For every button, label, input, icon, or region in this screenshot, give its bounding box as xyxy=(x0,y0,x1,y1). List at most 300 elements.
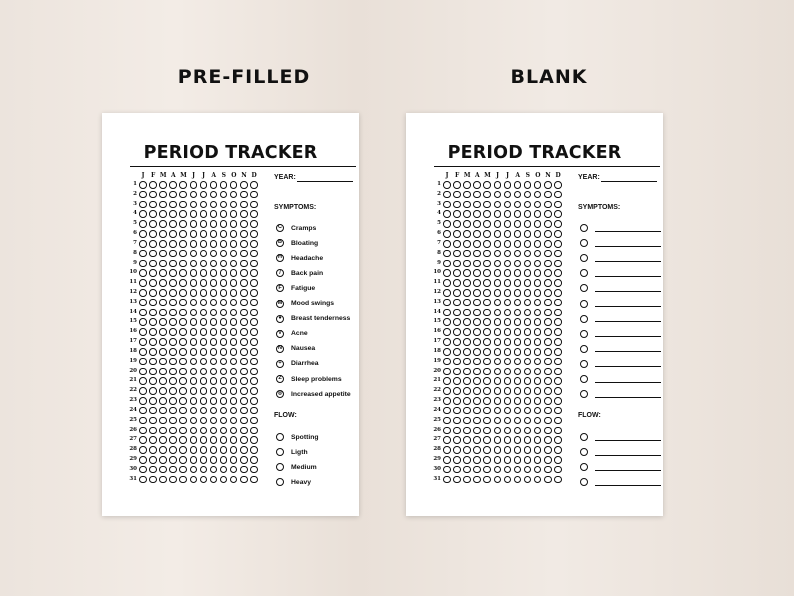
day-circle[interactable] xyxy=(453,191,461,199)
symptom-checkbox-icon[interactable]: Z xyxy=(276,375,284,383)
day-circle[interactable] xyxy=(250,309,258,317)
day-circle[interactable] xyxy=(139,436,147,444)
day-circle[interactable] xyxy=(169,279,177,287)
day-circle[interactable] xyxy=(220,417,228,425)
day-circle[interactable] xyxy=(179,397,187,405)
day-circle[interactable] xyxy=(554,210,562,218)
day-circle[interactable] xyxy=(200,309,208,317)
day-circle[interactable] xyxy=(169,436,177,444)
day-circle[interactable] xyxy=(139,299,147,307)
day-circle[interactable] xyxy=(504,476,512,484)
day-circle[interactable] xyxy=(483,318,491,326)
symptom-checkbox-icon[interactable] xyxy=(580,375,588,383)
day-circle[interactable] xyxy=(453,201,461,209)
day-circle[interactable] xyxy=(179,328,187,336)
day-circle[interactable] xyxy=(200,368,208,376)
day-circle[interactable] xyxy=(463,358,471,366)
day-circle[interactable] xyxy=(544,397,552,405)
day-circle[interactable] xyxy=(159,289,167,297)
day-circle[interactable] xyxy=(554,318,562,326)
day-circle[interactable] xyxy=(230,417,238,425)
day-circle[interactable] xyxy=(240,250,248,258)
day-circle[interactable] xyxy=(494,446,502,454)
day-circle[interactable] xyxy=(514,456,522,464)
day-circle[interactable] xyxy=(494,377,502,385)
day-circle[interactable] xyxy=(544,210,552,218)
day-circle[interactable] xyxy=(190,201,198,209)
day-circle[interactable] xyxy=(200,220,208,228)
day-circle[interactable] xyxy=(524,446,532,454)
day-circle[interactable] xyxy=(190,191,198,199)
day-circle[interactable] xyxy=(250,456,258,464)
day-circle[interactable] xyxy=(443,377,451,385)
day-circle[interactable] xyxy=(230,210,238,218)
day-circle[interactable] xyxy=(504,279,512,287)
day-circle[interactable] xyxy=(250,436,258,444)
day-circle[interactable] xyxy=(200,436,208,444)
day-circle[interactable] xyxy=(230,250,238,258)
day-circle[interactable] xyxy=(210,210,218,218)
day-circle[interactable] xyxy=(554,220,562,228)
day-circle[interactable] xyxy=(453,397,461,405)
day-circle[interactable] xyxy=(443,397,451,405)
day-circle[interactable] xyxy=(514,446,522,454)
day-circle[interactable] xyxy=(544,446,552,454)
day-circle[interactable] xyxy=(179,387,187,395)
symptom-item[interactable] xyxy=(580,329,661,339)
day-circle[interactable] xyxy=(139,191,147,199)
day-circle[interactable] xyxy=(200,446,208,454)
write-in-line[interactable] xyxy=(595,397,661,398)
day-circle[interactable] xyxy=(483,387,491,395)
day-circle[interactable] xyxy=(473,368,481,376)
day-circle[interactable] xyxy=(443,368,451,376)
day-circle[interactable] xyxy=(534,318,542,326)
day-circle[interactable] xyxy=(504,309,512,317)
day-circle[interactable] xyxy=(534,358,542,366)
day-circle[interactable] xyxy=(463,289,471,297)
day-circle[interactable] xyxy=(473,279,481,287)
day-circle[interactable] xyxy=(139,201,147,209)
day-circle[interactable] xyxy=(524,358,532,366)
day-circle[interactable] xyxy=(139,446,147,454)
day-circle[interactable] xyxy=(544,201,552,209)
day-circle[interactable] xyxy=(210,387,218,395)
day-circle[interactable] xyxy=(200,407,208,415)
day-circle[interactable] xyxy=(169,191,177,199)
day-circle[interactable] xyxy=(240,427,248,435)
day-circle[interactable] xyxy=(524,338,532,346)
day-circle[interactable] xyxy=(139,368,147,376)
symptom-checkbox-icon[interactable] xyxy=(580,224,588,232)
day-circle[interactable] xyxy=(139,181,147,189)
day-circle[interactable] xyxy=(169,260,177,268)
day-circle[interactable] xyxy=(220,397,228,405)
day-circle[interactable] xyxy=(554,456,562,464)
day-circle[interactable] xyxy=(169,397,177,405)
day-circle[interactable] xyxy=(149,466,157,474)
day-circle[interactable] xyxy=(463,456,471,464)
day-circle[interactable] xyxy=(169,377,177,385)
day-circle[interactable] xyxy=(200,427,208,435)
day-circle[interactable] xyxy=(443,466,451,474)
day-circle[interactable] xyxy=(159,417,167,425)
day-circle[interactable] xyxy=(554,407,562,415)
day-circle[interactable] xyxy=(483,397,491,405)
day-circle[interactable] xyxy=(544,260,552,268)
day-circle[interactable] xyxy=(179,476,187,484)
day-circle[interactable] xyxy=(190,240,198,248)
day-circle[interactable] xyxy=(190,397,198,405)
write-in-line[interactable] xyxy=(595,306,661,307)
day-circle[interactable] xyxy=(483,358,491,366)
day-circle[interactable] xyxy=(494,230,502,238)
flow-item[interactable] xyxy=(276,447,308,457)
day-circle[interactable] xyxy=(494,220,502,228)
day-circle[interactable] xyxy=(504,446,512,454)
day-circle[interactable] xyxy=(250,466,258,474)
day-circle[interactable] xyxy=(240,181,248,189)
day-circle[interactable] xyxy=(220,338,228,346)
day-circle[interactable] xyxy=(534,328,542,336)
symptom-checkbox-icon[interactable] xyxy=(580,330,588,338)
day-circle[interactable] xyxy=(159,387,167,395)
day-circle[interactable] xyxy=(554,348,562,356)
day-circle[interactable] xyxy=(210,191,218,199)
day-circle[interactable] xyxy=(504,338,512,346)
day-circle[interactable] xyxy=(554,436,562,444)
day-circle[interactable] xyxy=(149,358,157,366)
day-circle[interactable] xyxy=(514,210,522,218)
day-circle[interactable] xyxy=(504,240,512,248)
day-circle[interactable] xyxy=(473,318,481,326)
day-circle[interactable] xyxy=(544,191,552,199)
day-circle[interactable] xyxy=(250,368,258,376)
day-circle[interactable] xyxy=(220,309,228,317)
flow-checkbox-icon[interactable] xyxy=(276,463,284,471)
day-circle[interactable] xyxy=(149,368,157,376)
day-circle[interactable] xyxy=(483,299,491,307)
day-circle[interactable] xyxy=(443,279,451,287)
day-circle[interactable] xyxy=(220,466,228,474)
day-circle[interactable] xyxy=(250,377,258,385)
day-circle[interactable] xyxy=(544,338,552,346)
day-circle[interactable] xyxy=(149,456,157,464)
day-circle[interactable] xyxy=(149,191,157,199)
day-circle[interactable] xyxy=(544,348,552,356)
day-circle[interactable] xyxy=(463,260,471,268)
day-circle[interactable] xyxy=(210,377,218,385)
day-circle[interactable] xyxy=(554,299,562,307)
day-circle[interactable] xyxy=(250,358,258,366)
day-circle[interactable] xyxy=(240,260,248,268)
write-in-line[interactable] xyxy=(595,351,661,352)
symptom-checkbox-icon[interactable]: H xyxy=(276,254,284,262)
day-circle[interactable] xyxy=(443,269,451,277)
day-circle[interactable] xyxy=(179,181,187,189)
day-circle[interactable] xyxy=(554,397,562,405)
symptom-item[interactable] xyxy=(276,374,342,384)
day-circle[interactable] xyxy=(139,260,147,268)
day-circle[interactable] xyxy=(210,348,218,356)
day-circle[interactable] xyxy=(514,191,522,199)
day-circle[interactable] xyxy=(149,328,157,336)
day-circle[interactable] xyxy=(453,427,461,435)
day-circle[interactable] xyxy=(139,358,147,366)
day-circle[interactable] xyxy=(220,328,228,336)
write-in-line[interactable] xyxy=(595,321,661,322)
write-in-line[interactable] xyxy=(595,382,661,383)
day-circle[interactable] xyxy=(514,309,522,317)
day-circle[interactable] xyxy=(200,397,208,405)
day-circle[interactable] xyxy=(554,417,562,425)
day-circle[interactable] xyxy=(210,299,218,307)
flow-checkbox-icon[interactable] xyxy=(276,433,284,441)
day-circle[interactable] xyxy=(443,436,451,444)
day-circle[interactable] xyxy=(149,397,157,405)
day-circle[interactable] xyxy=(453,456,461,464)
day-circle[interactable] xyxy=(230,407,238,415)
day-circle[interactable] xyxy=(483,476,491,484)
day-circle[interactable] xyxy=(230,436,238,444)
day-circle[interactable] xyxy=(524,377,532,385)
day-circle[interactable] xyxy=(210,407,218,415)
day-circle[interactable] xyxy=(524,328,532,336)
day-circle[interactable] xyxy=(544,427,552,435)
day-circle[interactable] xyxy=(169,417,177,425)
day-circle[interactable] xyxy=(169,328,177,336)
day-circle[interactable] xyxy=(494,309,502,317)
day-circle[interactable] xyxy=(159,358,167,366)
day-circle[interactable] xyxy=(554,191,562,199)
day-circle[interactable] xyxy=(443,476,451,484)
write-in-line[interactable] xyxy=(595,246,661,247)
day-circle[interactable] xyxy=(504,377,512,385)
symptom-checkbox-icon[interactable]: M xyxy=(277,299,283,306)
day-circle[interactable] xyxy=(220,260,228,268)
day-circle[interactable] xyxy=(483,456,491,464)
symptom-checkbox-icon[interactable] xyxy=(580,254,588,262)
day-circle[interactable] xyxy=(250,427,258,435)
day-circle[interactable] xyxy=(250,181,258,189)
day-circle[interactable] xyxy=(139,318,147,326)
day-circle[interactable] xyxy=(230,368,238,376)
day-circle[interactable] xyxy=(149,181,157,189)
day-circle[interactable] xyxy=(514,348,522,356)
flow-checkbox-icon[interactable] xyxy=(580,463,588,471)
day-circle[interactable] xyxy=(230,289,238,297)
day-circle[interactable] xyxy=(494,279,502,287)
day-circle[interactable] xyxy=(554,250,562,258)
day-circle[interactable] xyxy=(250,191,258,199)
day-circle[interactable] xyxy=(200,318,208,326)
day-circle[interactable] xyxy=(190,436,198,444)
day-circle[interactable] xyxy=(514,201,522,209)
day-circle[interactable] xyxy=(139,230,147,238)
day-circle[interactable] xyxy=(524,427,532,435)
day-circle[interactable] xyxy=(504,269,512,277)
day-circle[interactable] xyxy=(190,289,198,297)
flow-checkbox-icon[interactable] xyxy=(276,448,284,456)
day-circle[interactable] xyxy=(514,260,522,268)
day-circle[interactable] xyxy=(190,466,198,474)
day-circle[interactable] xyxy=(179,309,187,317)
day-circle[interactable] xyxy=(200,466,208,474)
day-circle[interactable] xyxy=(179,348,187,356)
day-circle[interactable] xyxy=(159,377,167,385)
day-circle[interactable] xyxy=(483,201,491,209)
day-circle[interactable] xyxy=(179,368,187,376)
symptom-item[interactable] xyxy=(580,223,661,233)
day-circle[interactable] xyxy=(514,377,522,385)
write-in-line[interactable] xyxy=(595,291,661,292)
day-circle[interactable] xyxy=(534,191,542,199)
symptom-item[interactable] xyxy=(276,344,315,354)
day-circle[interactable] xyxy=(210,201,218,209)
day-circle[interactable] xyxy=(554,358,562,366)
symptom-checkbox-icon[interactable] xyxy=(580,300,588,308)
day-circle[interactable] xyxy=(159,407,167,415)
day-circle[interactable] xyxy=(463,201,471,209)
day-circle[interactable] xyxy=(220,201,228,209)
day-circle[interactable] xyxy=(179,260,187,268)
symptom-item[interactable] xyxy=(276,238,318,248)
day-circle[interactable] xyxy=(534,220,542,228)
day-circle[interactable] xyxy=(149,407,157,415)
day-circle[interactable] xyxy=(179,220,187,228)
day-circle[interactable] xyxy=(473,250,481,258)
day-circle[interactable] xyxy=(139,407,147,415)
write-in-line[interactable] xyxy=(595,485,661,486)
day-circle[interactable] xyxy=(220,358,228,366)
day-circle[interactable] xyxy=(139,210,147,218)
day-circle[interactable] xyxy=(473,456,481,464)
day-circle[interactable] xyxy=(544,181,552,189)
day-circle[interactable] xyxy=(504,181,512,189)
day-circle[interactable] xyxy=(210,328,218,336)
day-circle[interactable] xyxy=(230,279,238,287)
day-circle[interactable] xyxy=(230,476,238,484)
day-circle[interactable] xyxy=(494,269,502,277)
day-circle[interactable] xyxy=(200,387,208,395)
day-circle[interactable] xyxy=(240,368,248,376)
day-circle[interactable] xyxy=(220,191,228,199)
flow-item[interactable] xyxy=(580,462,661,472)
day-circle[interactable] xyxy=(159,476,167,484)
day-circle[interactable] xyxy=(190,348,198,356)
day-circle[interactable] xyxy=(514,407,522,415)
day-circle[interactable] xyxy=(179,240,187,248)
day-circle[interactable] xyxy=(504,368,512,376)
day-circle[interactable] xyxy=(139,338,147,346)
day-circle[interactable] xyxy=(463,466,471,474)
day-circle[interactable] xyxy=(210,427,218,435)
day-circle[interactable] xyxy=(139,427,147,435)
write-in-line[interactable] xyxy=(595,470,661,471)
day-circle[interactable] xyxy=(220,436,228,444)
day-circle[interactable] xyxy=(534,260,542,268)
day-circle[interactable] xyxy=(169,240,177,248)
day-circle[interactable] xyxy=(544,368,552,376)
day-circle[interactable] xyxy=(179,338,187,346)
day-circle[interactable] xyxy=(473,436,481,444)
year-line[interactable] xyxy=(297,181,353,182)
day-circle[interactable] xyxy=(200,260,208,268)
day-circle[interactable] xyxy=(230,466,238,474)
day-circle[interactable] xyxy=(534,348,542,356)
day-circle[interactable] xyxy=(463,446,471,454)
day-circle[interactable] xyxy=(463,368,471,376)
symptom-checkbox-icon[interactable] xyxy=(580,390,588,398)
day-circle[interactable] xyxy=(250,220,258,228)
symptom-checkbox-icon[interactable] xyxy=(580,269,588,277)
day-circle[interactable] xyxy=(483,407,491,415)
day-circle[interactable] xyxy=(504,260,512,268)
day-circle[interactable] xyxy=(473,417,481,425)
day-circle[interactable] xyxy=(200,201,208,209)
day-circle[interactable] xyxy=(250,279,258,287)
day-circle[interactable] xyxy=(494,358,502,366)
day-circle[interactable] xyxy=(463,476,471,484)
day-circle[interactable] xyxy=(159,456,167,464)
day-circle[interactable] xyxy=(240,299,248,307)
day-circle[interactable] xyxy=(504,427,512,435)
day-circle[interactable] xyxy=(250,289,258,297)
day-circle[interactable] xyxy=(494,191,502,199)
day-circle[interactable] xyxy=(504,220,512,228)
day-circle[interactable] xyxy=(139,377,147,385)
day-circle[interactable] xyxy=(534,240,542,248)
day-circle[interactable] xyxy=(514,387,522,395)
day-circle[interactable] xyxy=(554,201,562,209)
write-in-line[interactable] xyxy=(595,276,661,277)
day-circle[interactable] xyxy=(220,348,228,356)
day-circle[interactable] xyxy=(149,476,157,484)
symptom-item[interactable] xyxy=(276,329,308,339)
day-circle[interactable] xyxy=(179,466,187,474)
day-circle[interactable] xyxy=(483,466,491,474)
flow-item[interactable] xyxy=(276,432,319,442)
day-circle[interactable] xyxy=(200,417,208,425)
day-circle[interactable] xyxy=(443,240,451,248)
day-circle[interactable] xyxy=(240,201,248,209)
symptom-checkbox-icon[interactable]: C xyxy=(276,224,284,232)
day-circle[interactable] xyxy=(453,368,461,376)
day-circle[interactable] xyxy=(514,181,522,189)
day-circle[interactable] xyxy=(514,289,522,297)
day-circle[interactable] xyxy=(190,427,198,435)
day-circle[interactable] xyxy=(524,387,532,395)
day-circle[interactable] xyxy=(534,368,542,376)
day-circle[interactable] xyxy=(554,269,562,277)
day-circle[interactable] xyxy=(230,191,238,199)
day-circle[interactable] xyxy=(139,269,147,277)
day-circle[interactable] xyxy=(230,377,238,385)
day-circle[interactable] xyxy=(190,250,198,258)
write-in-line[interactable] xyxy=(595,366,661,367)
day-circle[interactable] xyxy=(463,348,471,356)
symptom-checkbox-icon[interactable] xyxy=(580,360,588,368)
day-circle[interactable] xyxy=(483,417,491,425)
day-circle[interactable] xyxy=(190,309,198,317)
symptom-item[interactable] xyxy=(580,374,661,384)
day-circle[interactable] xyxy=(473,260,481,268)
day-circle[interactable] xyxy=(544,289,552,297)
day-circle[interactable] xyxy=(463,397,471,405)
day-circle[interactable] xyxy=(554,328,562,336)
day-circle[interactable] xyxy=(250,299,258,307)
day-circle[interactable] xyxy=(534,446,542,454)
